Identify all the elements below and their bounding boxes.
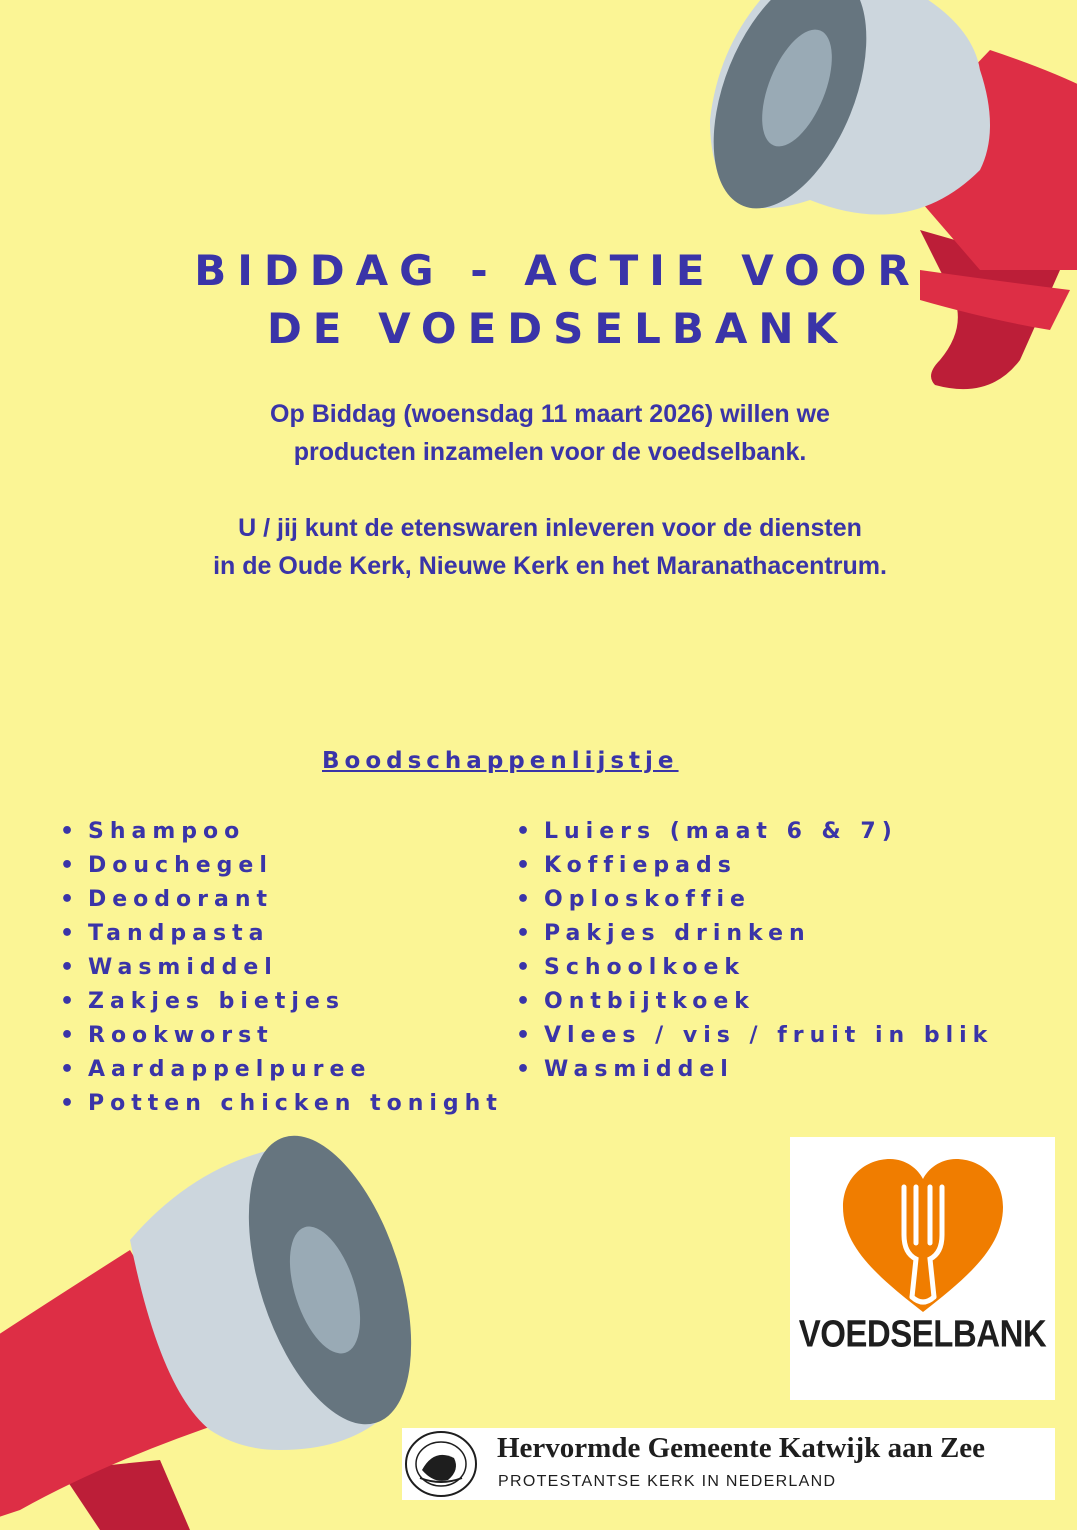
- list-item-label: Wasmiddel: [88, 955, 278, 980]
- intro-line: in de Oude Kerk, Nieuwe Kerk en het Maranathacentrum.: [213, 552, 887, 580]
- list-item: [60, 849, 503, 883]
- bullet: •: [60, 921, 75, 946]
- intro-paragraph-1: [100, 395, 1000, 471]
- list-item-label: Luiers (maat 6 & 7): [544, 819, 898, 844]
- list-item: [60, 1087, 503, 1121]
- list-item-label: Koffiepads: [544, 853, 737, 878]
- list-item: [516, 883, 993, 917]
- bullet: •: [60, 955, 75, 980]
- megaphone-icon: [0, 1130, 430, 1530]
- list-item: [60, 1019, 503, 1053]
- bullet: •: [516, 955, 531, 980]
- bullet: •: [516, 989, 531, 1014]
- list-item-label: Ontbijtkoek: [544, 989, 755, 1014]
- bullet: •: [516, 1057, 531, 1082]
- bullet: •: [60, 989, 75, 1014]
- bullet: •: [60, 1023, 75, 1048]
- list-item: [60, 917, 503, 951]
- church-subtitle: PROTESTANTSE KERK IN NEDERLAND: [498, 1473, 837, 1490]
- list-item: [516, 1019, 993, 1053]
- list-item: [516, 951, 993, 985]
- title-line-2: DE VOEDSELBANK: [266, 304, 849, 353]
- bullet: •: [516, 1023, 531, 1048]
- bullet: •: [516, 819, 531, 844]
- bullet: •: [60, 887, 75, 912]
- list-item: [60, 951, 503, 985]
- list-item-label: Shampoo: [88, 819, 246, 844]
- title-line-1: BIDDAG - ACTIE VOOR: [194, 246, 921, 295]
- intro-paragraph-2: [100, 509, 1000, 585]
- list-item-label: Vlees / vis / fruit in blik: [544, 1023, 994, 1048]
- list-item-label: Oploskoffie: [544, 887, 751, 912]
- list-item: [60, 985, 503, 1019]
- bullet: •: [60, 1057, 75, 1082]
- voedselbank-logo: [790, 1137, 1055, 1400]
- list-item-label: Pakjes drinken: [544, 921, 811, 946]
- intro-line: producten inzamelen voor de voedselbank.: [293, 438, 807, 466]
- list-item: [60, 815, 503, 849]
- list-item-label: Douchegel: [88, 853, 273, 878]
- list-item: [516, 849, 993, 883]
- voedselbank-wordmark: VOEDSELBANK: [798, 1312, 1047, 1355]
- bullet: •: [60, 853, 75, 878]
- intro-line: Op Biddag (woensdag 11 maart 2026) willen we: [270, 400, 830, 428]
- list-item-label: Potten chicken tonight: [88, 1091, 503, 1116]
- church-name: Hervormde Gemeente Katwijk aan Zee: [497, 1432, 986, 1464]
- bullet: •: [60, 819, 75, 844]
- church-banner: [402, 1428, 1055, 1500]
- heart-fork-icon: [838, 1157, 1008, 1317]
- list-item: [60, 1053, 503, 1087]
- list-item-label: Zakjes bietjes: [88, 989, 345, 1014]
- shopping-list-right: [516, 815, 993, 1087]
- list-item-label: Rookworst: [88, 1023, 274, 1048]
- intro-line: U / jij kunt de etenswaren inleveren voor de diensten: [238, 514, 862, 542]
- page-title: [100, 242, 1015, 358]
- list-item-label: Wasmiddel: [544, 1057, 734, 1082]
- list-item-label: Aardappelpuree: [88, 1057, 372, 1082]
- list-item-label: Deodorant: [88, 887, 274, 912]
- church-seal-icon: [404, 1430, 478, 1498]
- bullet: •: [516, 887, 531, 912]
- bullet: •: [60, 1091, 75, 1116]
- bullet: •: [516, 853, 531, 878]
- list-item-label: Tandpasta: [88, 921, 270, 946]
- list-item: [516, 815, 993, 849]
- list-item: [516, 917, 993, 951]
- list-item: [516, 985, 993, 1019]
- list-item: [60, 883, 503, 917]
- shopping-list-left: [60, 815, 503, 1121]
- bullet: •: [516, 921, 531, 946]
- list-item-label: Schoolkoek: [544, 955, 746, 980]
- list-item: [516, 1053, 993, 1087]
- shopping-list-heading: Boodschappenlijstje: [322, 748, 679, 774]
